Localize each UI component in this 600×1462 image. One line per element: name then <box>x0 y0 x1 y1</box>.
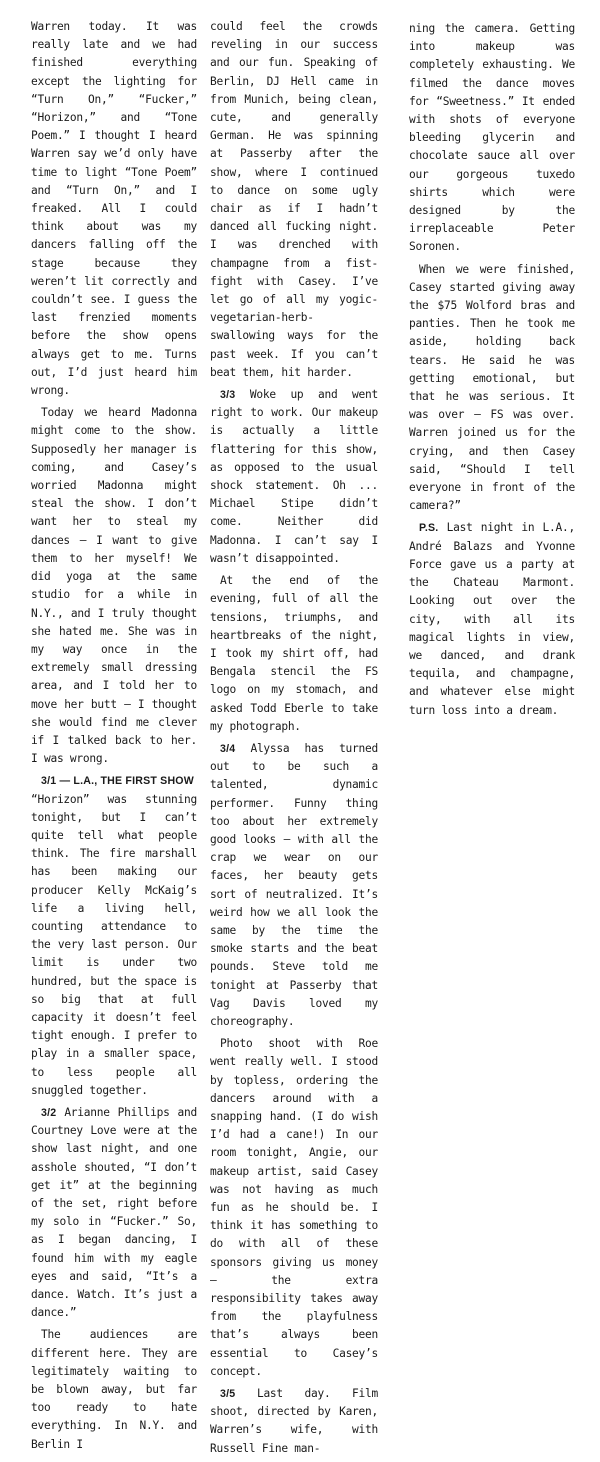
text-column-1 <box>31 18 197 1458</box>
entry-date: 3/5 <box>220 1388 236 1401</box>
paragraph: At the end of the evening, full of all the tensions, triumphs, and heartbreaks of the night, I took my shirt off, had Bengala stencil the FS logo on my stomach, and asked Todd Eberle to take my photograph. <box>210 574 378 733</box>
diary-entry-3-3: 3/3 Woke up and went right to work. Our makeup is actually a little flattering for this show, as opposed to the usual shock statement. Oh ... Michael Stipe didn’t come. Neither did Madonna. I can’t say I wasn’t disappointed. <box>210 388 378 565</box>
paragraph: Photo shoot with Roe went really well. I stood by topless, ordering the dancers around with a snapping hand. (I do wish I’d had a cane!) In our room tonight, Angie, our makeup artist, said Casey was not having as much fun as he should be. I think it has something to do with all of these sponsors giving us money — the extra responsibility takes away from the playfulness that’s always been essential to Casey’s concept. <box>210 1037 378 1378</box>
diary-entry-3-5: 3/5 Last day. Film shoot, directed by Karen, Warren’s wife, with Russell Fine man- <box>210 1387 378 1455</box>
entry-date: 3/2 <box>41 1106 57 1119</box>
entry-date: 3/4 <box>220 742 236 755</box>
text-column-3 <box>409 20 575 724</box>
paragraph: Today we heard Madonna might come to the show. Supposedly her manager is coming, and Casey’s worried Madonna might steal the show. I don’t want her to steal my dances — I want to give them to her myself! We did yoga at the same studio for a while in N.Y., and I truly thought she hated me. She was in my way once in the extremely small dressing area, and I told her to move her butt — I thought she would find me clever if I talked back to her. I was wrong. <box>31 406 197 766</box>
diary-entry-3-2: 3/2 Arianne Phillips and Courtney Love were at the show last night, and one asshole shouted, “I don’t get it” at the beginning of the set, right before my solo in “Fucker.” So, as I began dancing, I found him with my eagle eyes and said, “It’s a dance. Watch. It’s just a dance.” <box>31 1105 197 1320</box>
paragraph: Warren today. It was really late and we had finished everything except the lighting for “Turn On,” “Fucker,” “Horizon,” and “Tone Poem.” I thought I heard Warren say we’d only have time to light “Tone Poem” and “Turn On,” and I freaked. All I could think about was my dancers falling off the stage because they weren’t lit correctly and couldn’t see. I guess the last frenzied moments before the show opens always get to me. Turns out, I’d just heard him wrong. <box>31 20 197 398</box>
entry-date: 3/3 <box>220 389 236 402</box>
diary-entry-3-1: 3/1 — L.A., THE FIRST SHOW “Horizon” was stunning tonight, but I can’t quite tell what people think. The fire marshall has been making our producer Kelly McKaig’s life a living hell, counting attendance to the very last person. Our limit is under two hundred, but the space is so big that at full capacity it doesn’t feel tight enough. I prefer to play in a smaller space, to less people all snuggled together. <box>31 775 197 1097</box>
diary-entry-3-4: 3/4 Alyssa has turned out to be such a talented, dynamic performer. Funny thing too about her extremely good looks — with all the crap we wear on our faces, her beauty gets sort of neutralized. It’s weird how we all look the same by the time the smoke starts and the beat pounds. Steve told me tonight at Passerby that Vag Davis loved my choreography. <box>210 741 378 1028</box>
paragraph: ning the camera. Getting into makeup was completely exhausting. We filmed the dance moves for “Sweetness.” It ended with shots of everyone bleeding glycerin and chocolate sauce all over our gorgeous tuxedo shirts which were designed by the irreplaceable Peter Soronen. <box>409 22 575 254</box>
postscript-label: P.S. <box>419 522 439 535</box>
entry-date: 3/1 — L.A., THE FIRST SHOW <box>41 775 194 788</box>
text-column-2 <box>210 18 378 1462</box>
paragraph: could feel the crowds reveling in our success and our fun. Speaking of Berlin, DJ Hell came in from Munich, being clean, cute, and generally German. He was spinning at Passerby after the show, where I continued to dance on some ugly chair as if I hadn’t danced all fucking night. I was drenched with champagne from a fist-fight with Casey. I’ve let go of all my yogic-vegetarian-herb-swallowing ways for the past week. If you can’t beat them, hit harder. <box>210 20 378 379</box>
paragraph: When we were finished, Casey started giving away the $75 Wolford bras and panties. Then he took me aside, holding back tears. He said he was getting emotional, but that he was serious. It was over — FS was over. Warren joined us for the crying, and then Casey said, “Should I tell everyone in front of the camera?” <box>409 262 575 513</box>
paragraph: The audiences are different here. They are legitimately waiting to be blown away, but far too ready to hate everything. In N.Y. and Berlin I <box>31 1328 197 1451</box>
postscript: P.S. Last night in L.A., André Balazs and Yvonne Force gave us a party at the Chateau Marmont. Looking out over the city, with all its magical lights in view, we danced, and drank tequila, and champagne, and whatever else might turn loss into a dream. <box>409 521 575 717</box>
